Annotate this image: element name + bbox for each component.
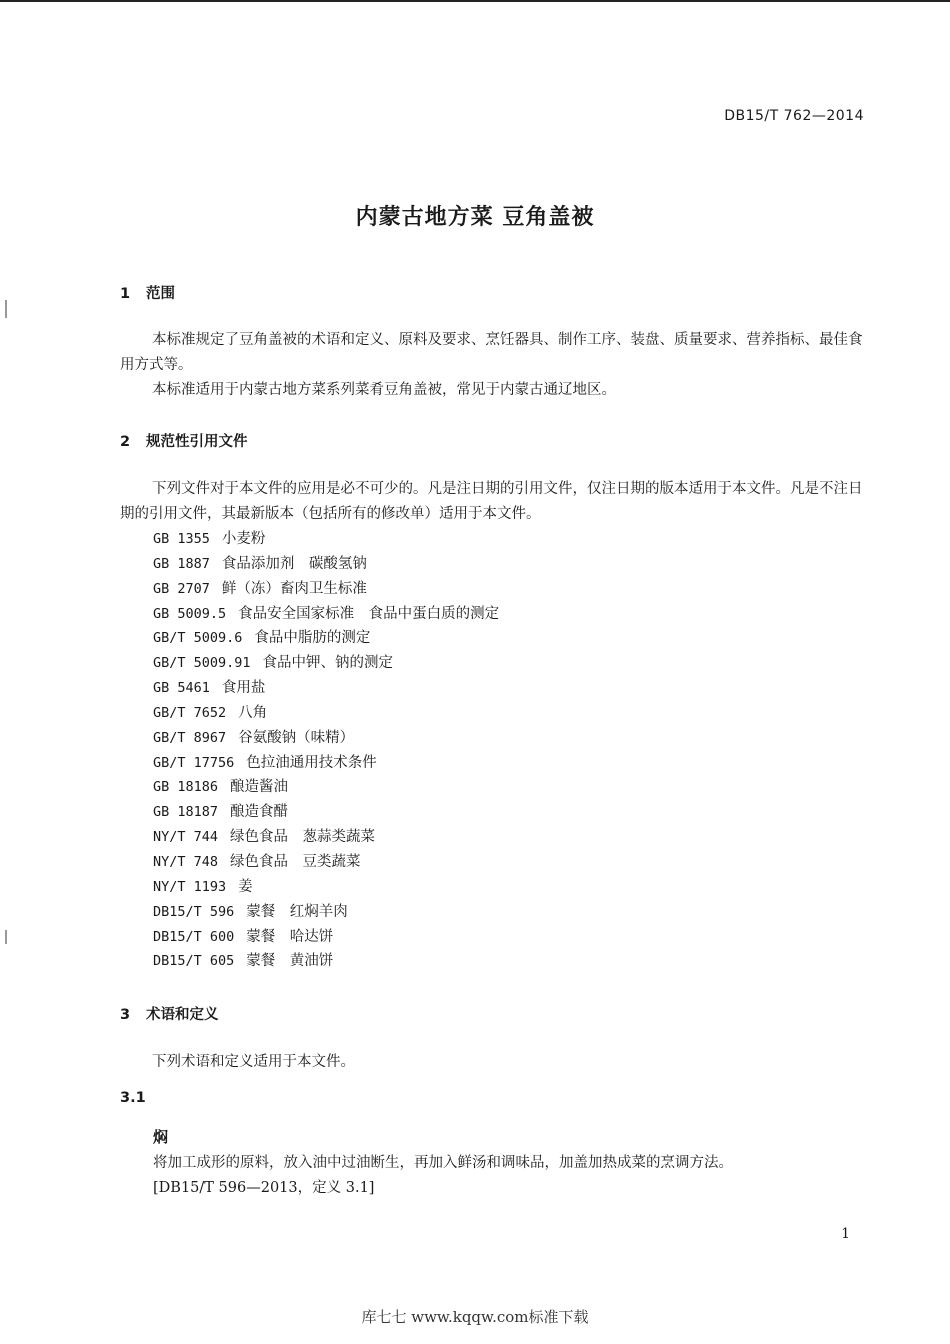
- reference-item: [153, 527, 499, 552]
- reference-item: [153, 626, 499, 651]
- term-number: 3.1: [120, 1090, 146, 1106]
- reference-name: 酿造食醋: [230, 804, 289, 821]
- reference-name: 食品中钾、钠的测定: [262, 655, 394, 672]
- download-watermark: 库七七 www.kqqw.com标准下载: [361, 1308, 589, 1326]
- reference-code: DB15/T 600: [153, 928, 235, 945]
- reference-code: DB15/T 596: [153, 903, 235, 920]
- references-intro: 下列文件对于本文件的应用是必不可少的。凡是注日期的引用文件，仅注日期的版本适用于本文件。凡是不注日期的引用文件，其最新版本（包括所有的修改单）适用于本文件。: [120, 481, 863, 522]
- reference-item: [153, 875, 499, 900]
- term-definition: 将加工成形的原料，放入油中过油断生，再加入鲜汤和调味品，加盖加热成菜的烹调方法。: [153, 1155, 733, 1171]
- reference-item: [153, 651, 499, 676]
- reference-item: [153, 726, 499, 751]
- reference-item: [153, 751, 499, 776]
- reference-code: GB 5461: [153, 680, 210, 697]
- scope-paragraph-1: 本标准规定了豆角盖被的术语和定义、原料及要求、烹饪器具、制作工序、装盘、质量要求、营养指标、最佳食用方式等。: [120, 332, 863, 373]
- terms-intro: 下列术语和定义适用于本文件。: [152, 1054, 355, 1070]
- section-title: 规范性引用文件: [146, 434, 248, 450]
- reference-item: [153, 949, 499, 974]
- section-number: 2: [120, 434, 131, 450]
- section-1-heading: [120, 282, 175, 303]
- scan-edge-mark: [5, 930, 7, 944]
- reference-name: 色拉油通用技术条件: [246, 754, 377, 771]
- reference-name: 鲜（冻）畜肉卫生标准: [221, 580, 367, 597]
- reference-code: GB 18187: [153, 804, 219, 821]
- reference-name: 食品安全国家标准 食品中蛋白质的测定: [238, 605, 500, 622]
- reference-name: 蒙餐 红焖羊肉: [246, 903, 348, 920]
- reference-name: 八角: [238, 704, 268, 721]
- reference-code: GB/T 17756: [153, 754, 235, 771]
- reference-item: [153, 602, 499, 627]
- reference-code: DB15/T 605: [153, 953, 235, 970]
- scope-paragraph-2: 本标准适用于内蒙古地方菜系列菜肴豆角盖被，常见于内蒙古通辽地区。: [152, 382, 616, 398]
- term-name: 焖: [153, 1128, 169, 1146]
- reference-item: [153, 900, 499, 925]
- reference-name: 食用盐: [221, 680, 266, 697]
- reference-code: GB/T 5009.91: [153, 655, 251, 672]
- reference-code: GB 1887: [153, 555, 210, 572]
- reference-code: NY/T 748: [153, 853, 219, 870]
- document-code: DB15/T 762—2014: [724, 108, 864, 124]
- section-title: 术语和定义: [146, 1007, 219, 1023]
- reference-name: 绿色食品 豆类蔬菜: [230, 853, 361, 870]
- section-3-heading: [120, 1003, 219, 1024]
- term-source: [DB15/T 596—2013，定义 3.1]: [153, 1180, 375, 1196]
- reference-item: [153, 701, 499, 726]
- reference-item: [153, 577, 499, 602]
- reference-name: 谷氨酸钠（味精）: [238, 729, 355, 746]
- reference-name: 食品中脂肪的测定: [254, 630, 371, 647]
- reference-item: [153, 676, 499, 701]
- reference-code: GB 5009.5: [153, 605, 227, 622]
- reference-name: 蒙餐 黄油饼: [246, 953, 334, 970]
- reference-item: [153, 850, 499, 875]
- reference-code: NY/T 744: [153, 829, 219, 846]
- reference-name: 姜: [238, 878, 253, 895]
- section-number: 3: [120, 1007, 131, 1023]
- reference-list: [153, 527, 499, 974]
- reference-code: GB/T 5009.6: [153, 630, 243, 647]
- page-top-border: [0, 0, 950, 2]
- reference-code: GB 1355: [153, 531, 210, 547]
- reference-name: 食品添加剂 碳酸氢钠: [221, 555, 367, 572]
- reference-item: [153, 925, 499, 950]
- page-number: 1: [841, 1226, 850, 1242]
- scan-edge-mark: [5, 300, 7, 318]
- reference-name: 蒙餐 哈达饼: [246, 928, 334, 945]
- reference-code: GB/T 7652: [153, 704, 227, 721]
- reference-code: GB 18186: [153, 779, 219, 796]
- reference-name: 绿色食品 葱蒜类蔬菜: [230, 829, 376, 846]
- reference-item: [153, 825, 499, 850]
- reference-item: [153, 552, 499, 577]
- reference-code: NY/T 1193: [153, 878, 227, 895]
- section-title: 范围: [146, 286, 175, 302]
- reference-name: 酿造酱油: [230, 779, 289, 796]
- reference-name: 小麦粉: [221, 531, 266, 547]
- reference-item: [153, 800, 499, 825]
- reference-code: GB 2707: [153, 580, 210, 597]
- section-number: 1: [120, 286, 131, 302]
- document-title: 内蒙古地方菜 豆角盖被: [355, 205, 595, 230]
- reference-code: GB/T 8967: [153, 729, 227, 746]
- section-2-heading: [120, 430, 248, 451]
- reference-item: [153, 775, 499, 800]
